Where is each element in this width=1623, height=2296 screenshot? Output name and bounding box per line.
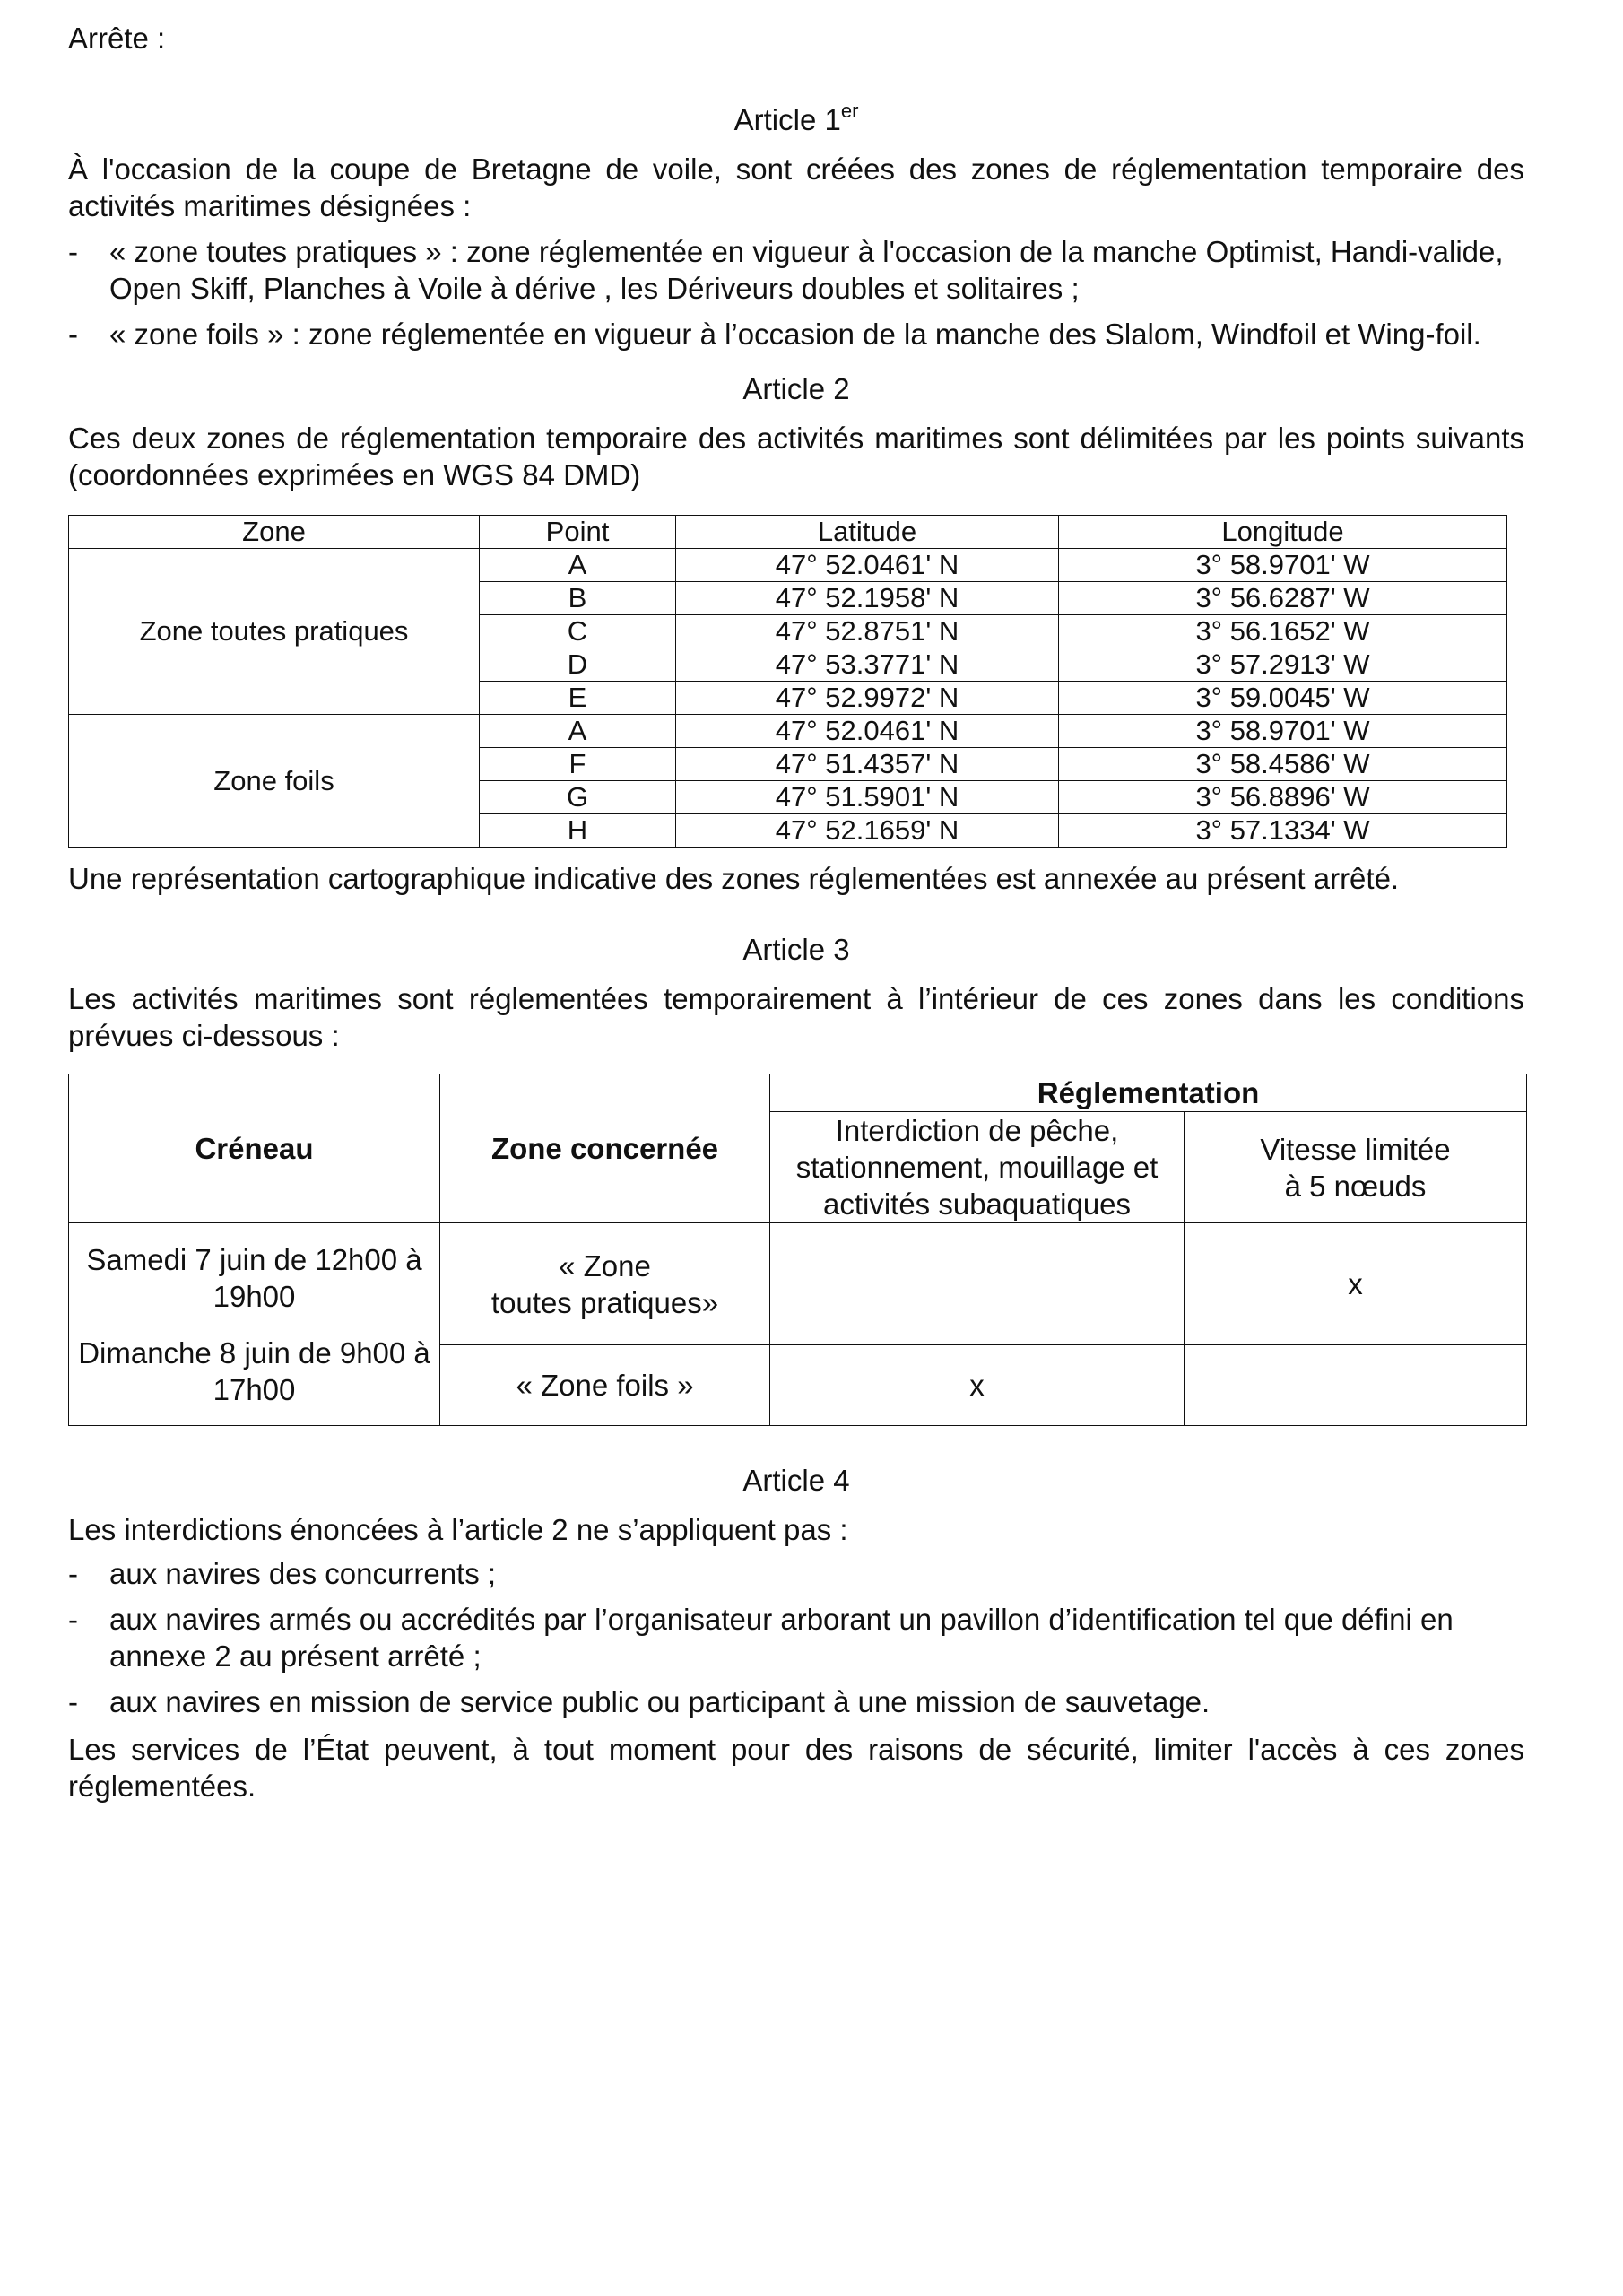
list-item [68,1683,1524,1720]
latitude-cell: 47° 52.1659' N [676,814,1059,848]
zone-concernee-cell [440,1223,770,1345]
point-cell: A [480,715,676,748]
article-2-after-table: Une représentation cartographique indicative des zones réglementées est annexée au présent arrêté. [68,862,1400,895]
list-dash: - [68,1557,78,1590]
list-item-text: « zone toutes pratiques » : zone réglementée en vigueur à l'occasion de la manche Optimist, Handi-valide, Open Skiff, Planches à Voile à dérive , les Dériveurs doubles et solitaires ; [109,235,1504,305]
article-2-title: Article 2 [742,372,850,405]
latitude-cell: 47° 52.1958' N [676,582,1059,615]
longitude-cell: 3° 57.2913' W [1059,648,1507,682]
article-1-title-text: Article 1 [733,103,841,136]
article-1-title [68,101,1524,138]
vitesse-cell [1185,1345,1527,1426]
list-dash: - [68,317,78,351]
article-3-title: Article 3 [742,933,850,966]
header-creneau: Créneau [69,1074,440,1223]
header-vitesse [1185,1112,1527,1223]
creneau-cell [69,1223,440,1426]
list-item [68,316,1524,352]
longitude-cell: 3° 57.1334' W [1059,814,1507,848]
regulation-table [68,1074,1527,1426]
latitude-cell: 47° 52.8751' N [676,615,1059,648]
table-header-row [69,1074,1527,1112]
table-row [69,549,1507,582]
article-4 [68,1462,1524,1805]
longitude-cell: 3° 59.0045' W [1059,682,1507,715]
point-cell: A [480,549,676,582]
article-4-paragraph: Les interdictions énoncées à l’article 2 ne s’appliquent pas : [68,1513,848,1546]
header-vitesse-line2: à 5 nœuds [1284,1169,1427,1203]
header-zone: Zone [69,516,480,549]
list-item [68,1601,1524,1674]
coordinates-table [68,515,1507,848]
intro-heading: Arrête : [68,22,166,55]
zone-concernee-cell: « Zone foils » [440,1345,770,1426]
article-4-closing: Les services de l’État peuvent, à tout moment pour des raisons de sécurité, limiter l'accès à ces zones réglementées. [68,1733,1524,1803]
list-dash: - [68,1603,78,1636]
header-zone-concernee: Zone concernée [440,1074,770,1223]
zone-line1: « Zone [559,1248,651,1283]
list-item-text: « zone foils » : zone réglementée en vigueur à l’occasion de la manche des Slalom, Windfoil et Wing-foil. [109,317,1481,351]
article-3-paragraph: Les activités maritimes sont réglementées temporairement à l’intérieur de ces zones dans les conditions prévues ci-dessous : [68,982,1524,1052]
header-latitude: Latitude [676,516,1059,549]
article-2-paragraph: Ces deux zones de réglementation temporaire des activités maritimes sont délimitées par les points suivants (coordonnées exprimées en WGS 84 DMD) [68,422,1524,491]
article-4-title: Article 4 [742,1464,850,1497]
table-row [69,1223,1527,1345]
point-cell: B [480,582,676,615]
point-cell: G [480,781,676,814]
vitesse-cell: x [1185,1223,1527,1345]
zone-line2: toutes pratiques» [490,1285,719,1319]
point-cell: E [480,682,676,715]
point-cell: H [480,814,676,848]
interdiction-cell [770,1223,1185,1345]
latitude-cell: 47° 51.4357' N [676,748,1059,781]
article-1 [68,101,1524,352]
zone-cell: Zone toutes pratiques [69,549,480,715]
latitude-cell: 47° 52.0461' N [676,549,1059,582]
longitude-cell: 3° 56.1652' W [1059,615,1507,648]
list-item-text: aux navires des concurrents ; [109,1557,497,1590]
latitude-cell: 47° 52.0461' N [676,715,1059,748]
longitude-cell: 3° 58.4586' W [1059,748,1507,781]
latitude-cell: 47° 52.9972' N [676,682,1059,715]
table-header-row [69,516,1507,549]
article-1-title-sup: er [840,100,859,122]
list-item-text: aux navires en mission de service public ou participant à une mission de sauvetage. [109,1685,1211,1718]
document-page [68,20,1524,1805]
point-cell: F [480,748,676,781]
point-cell: C [480,615,676,648]
creneau-sunday: Dimanche 8 juin de 9h00 à 17h00 [78,1335,430,1406]
list-dash: - [68,235,78,268]
article-4-list [68,1555,1524,1720]
table-row [69,715,1507,748]
header-longitude: Longitude [1059,516,1507,549]
article-3 [68,931,1524,1426]
header-point: Point [480,516,676,549]
header-interdiction: Interdiction de pêche, stationnement, mouillage et activités subaquatiques [770,1112,1185,1223]
zone-cell: Zone foils [69,715,480,848]
list-item [68,1555,1524,1592]
longitude-cell: 3° 56.8896' W [1059,781,1507,814]
point-cell: D [480,648,676,682]
list-dash: - [68,1685,78,1718]
creneau-saturday: Samedi 7 juin de 12h00 à 19h00 [86,1242,422,1313]
header-vitesse-line1: Vitesse limitée [1260,1132,1451,1166]
header-reglementation: Réglementation [770,1074,1527,1112]
list-item-text: aux navires armés ou accrédités par l’organisateur arborant un pavillon d’identification tel que défini en annexe 2 au présent arrêté ; [109,1603,1454,1673]
article-1-paragraph: À l'occasion de la coupe de Bretagne de voile, sont créées des zones de réglementation temporaire des activités maritimes désignées : [68,152,1524,222]
latitude-cell: 47° 51.5901' N [676,781,1059,814]
latitude-cell: 47° 53.3771' N [676,648,1059,682]
longitude-cell: 3° 56.6287' W [1059,582,1507,615]
longitude-cell: 3° 58.9701' W [1059,549,1507,582]
list-item [68,233,1524,307]
article-2 [68,370,1524,897]
article-1-list [68,233,1524,352]
longitude-cell: 3° 58.9701' W [1059,715,1507,748]
interdiction-cell: x [770,1345,1185,1426]
